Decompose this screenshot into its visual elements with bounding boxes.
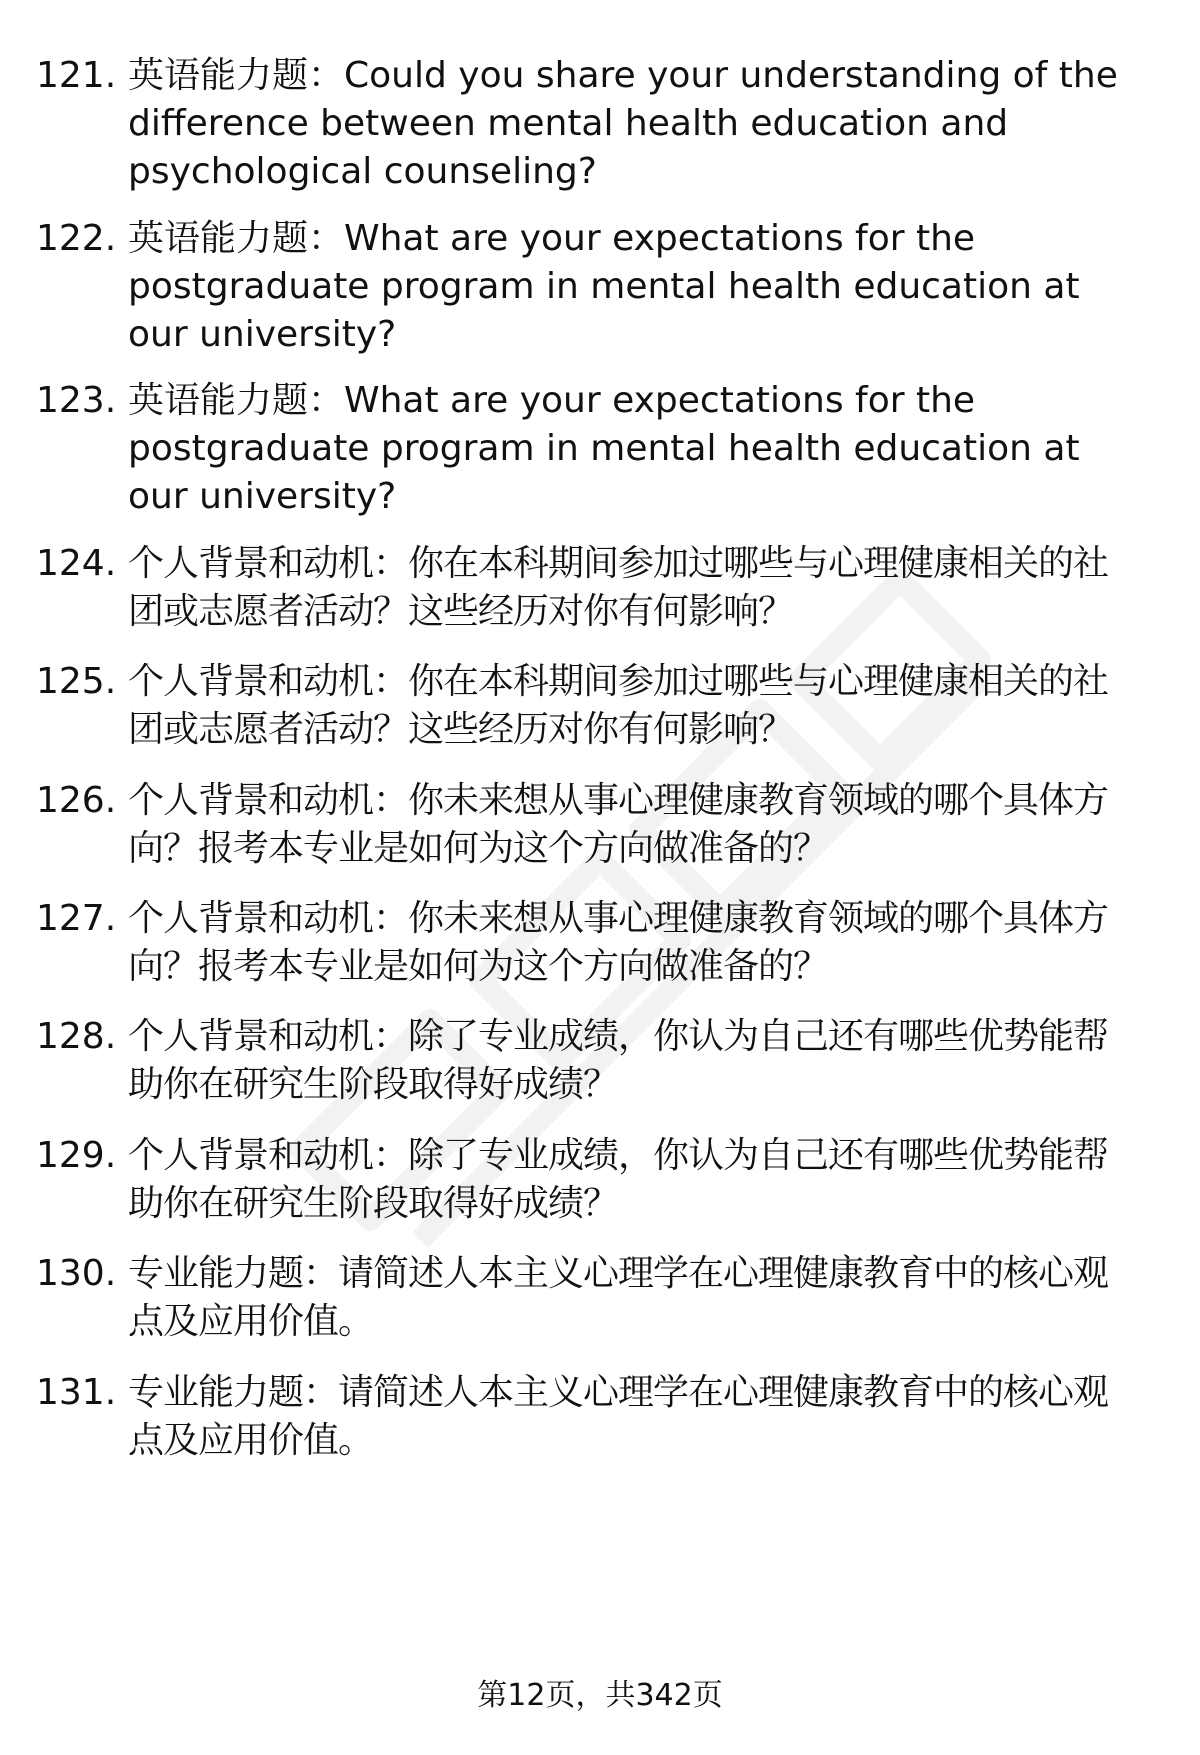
page-footer: 第12页，共342页 [477,1678,723,1713]
question-number: 127. [36,898,117,939]
question-number: 128. [36,1016,117,1057]
question-text: 英语能力题：Could you share your understanding of the difference between mental health education and psychological counseling? [128,55,1118,192]
question-text: 个人背景和动机：你未来想从事心理健康教育领域的哪个具体方向？报考本专业是如何为这个方向做准备的？ [128,780,1109,869]
question-text: 个人背景和动机：你在本科期间参加过哪些与心理健康相关的社团或志愿者活动？这些经历对你有何影响？ [128,661,1109,750]
question-text: 个人背景和动机：除了专业成绩，你认为自己还有哪些优势能帮助你在研究生阶段取得好成绩？ [128,1135,1109,1224]
question-text: 英语能力题：What are your expectations for the postgraduate program in mental health education at our university? [128,380,1080,517]
question-number: 121. [36,55,117,96]
question-text: 英语能力题：What are your expectations for the postgraduate program in mental health education at our university? [128,218,1080,355]
question-text: 个人背景和动机：你未来想从事心理健康教育领域的哪个具体方向？报考本专业是如何为这个方向做准备的？ [128,898,1109,987]
question-text: 专业能力题：请简述人本主义心理学在心理健康教育中的核心观点及应用价值。 [128,1253,1109,1342]
question-number: 129. [36,1135,117,1176]
question-text: 个人背景和动机：你在本科期间参加过哪些与心理健康相关的社团或志愿者活动？这些经历对你有何影响？ [128,543,1109,632]
question-number: 125. [36,661,117,702]
question-number: 126. [36,780,117,821]
question-text: 专业能力题：请简述人本主义心理学在心理健康教育中的核心观点及应用价值。 [128,1372,1109,1461]
question-text: 个人背景和动机：除了专业成绩，你认为自己还有哪些优势能帮助你在研究生阶段取得好成绩？ [128,1016,1109,1105]
question-number: 122. [36,218,117,259]
question-number: 131. [36,1372,117,1413]
question-number: 123. [36,380,117,421]
question-number: 124. [36,543,117,584]
question-number: 130. [36,1253,117,1294]
